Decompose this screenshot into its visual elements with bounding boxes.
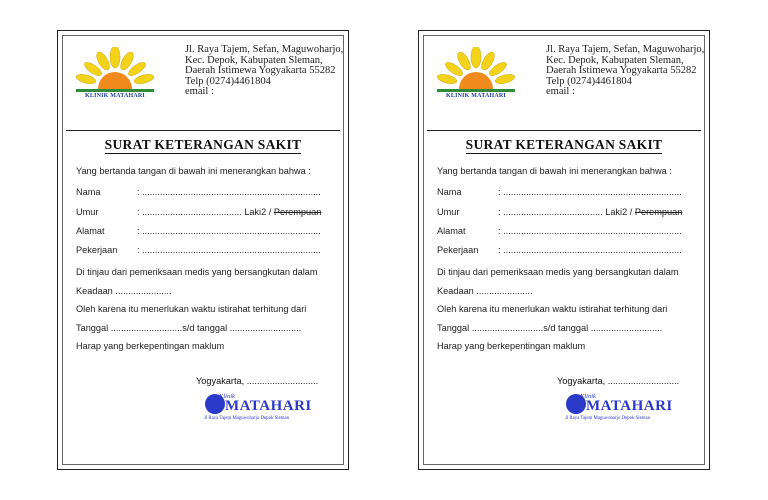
sun-logo-icon: [437, 47, 515, 95]
address-line: Daerah Istimewa Yogyakarta 55282: [546, 65, 697, 77]
address-line: Jl. Raya Tajem, Sefan, Maguwoharjo,: [546, 44, 705, 55]
stamp-name: MATAHARI: [225, 398, 312, 414]
clinic-logo: [437, 47, 515, 109]
field-value-umur: : ....................................... Laki2 / Perempuan: [498, 207, 683, 217]
field-label-alamat: Alamat: [437, 226, 466, 236]
signature-place-date: Yogyakarta, ............................: [196, 376, 319, 386]
address-line: Kec. Depok, Kabupaten Sleman,: [546, 54, 684, 66]
intro-text: Yang bertanda tangan di bawah ini menerangkan bahwa :: [76, 166, 311, 176]
field-label-pekerjaan: Pekerjaan: [76, 245, 118, 255]
field-label-nama: Nama: [76, 187, 101, 197]
body-line: Tanggal ............................s/d tanggal ............................: [76, 323, 302, 333]
field-value-umur: : ....................................... Laki2 / Perempuan: [137, 207, 322, 217]
phone-line: Telp (0274)4461804: [185, 75, 271, 87]
letter-title: SURAT KETERANGAN SAKIT: [104, 137, 302, 152]
field-value-pekerjaan: : ......................................................................: [137, 245, 321, 255]
header-divider: [66, 130, 340, 131]
stamp-address: Jl Raya Tajem Maguwoharjo Depok Sleman: [204, 416, 289, 421]
intro-text: Yang bertanda tangan di bawah ini menerangkan bahwa :: [437, 166, 672, 176]
clinic-stamp: [561, 391, 691, 429]
body-line: Tanggal ............................s/d tanggal ............................: [437, 323, 663, 333]
stamp-klinik: Klinik: [219, 393, 235, 400]
body-line: Oleh karena itu menerlukan waktu istirahat terhitung dari: [76, 304, 307, 314]
phone-line: Telp (0274)4461804: [546, 75, 632, 87]
field-label-umur: Umur: [437, 207, 460, 217]
clinic-address: [546, 45, 706, 98]
letter-title: SURAT KETERANGAN SAKIT: [465, 137, 663, 152]
sun-logo-icon: [76, 47, 154, 95]
email-line: email :: [546, 86, 575, 98]
logo-text: KLINIK MATAHARI: [446, 93, 506, 99]
body-line: Keadaan ......................: [76, 286, 172, 296]
email-line: email :: [185, 86, 214, 98]
address-line: Kec. Depok, Kabupaten Sleman,: [185, 54, 323, 66]
stamp-klinik: Klinik: [580, 393, 596, 400]
address-line: Jl. Raya Tajem, Sefan, Maguwoharjo,: [185, 44, 344, 55]
logo-text: KLINIK MATAHARI: [85, 93, 145, 99]
field-value-alamat: : ......................................................................: [498, 226, 682, 236]
clinic-address: [185, 45, 345, 98]
clinic-logo: [76, 47, 154, 109]
struck-gender: Perempuan: [273, 207, 322, 217]
field-label-alamat: Alamat: [76, 226, 105, 236]
field-label-umur: Umur: [76, 207, 99, 217]
field-value-alamat: : ......................................................................: [137, 226, 321, 236]
struck-gender: Perempuan: [634, 207, 683, 217]
field-value-nama: : ......................................................................: [498, 187, 682, 197]
field-value-pekerjaan: : ......................................................................: [498, 245, 682, 255]
field-value-nama: : ......................................................................: [137, 187, 321, 197]
field-label-pekerjaan: Pekerjaan: [437, 245, 479, 255]
stamp-name: MATAHARI: [586, 398, 673, 414]
stamp-address: Jl Raya Tajem Maguwoharjo Depok Sleman: [565, 416, 650, 421]
body-line: Harap yang berkepentingan maklum: [76, 341, 225, 351]
header-divider: [427, 130, 701, 131]
body-line: Keadaan ......................: [437, 286, 533, 296]
body-line: Di tinjau dari pemeriksaan medis yang bersangkutan dalam: [76, 267, 318, 277]
sick-letter-card-left: [57, 30, 349, 470]
body-line: Di tinjau dari pemeriksaan medis yang bersangkutan dalam: [437, 267, 679, 277]
address-line: Daerah Istimewa Yogyakarta 55282: [185, 65, 336, 77]
sick-letter-card-right: [418, 30, 710, 470]
clinic-stamp: [200, 391, 330, 429]
field-label-nama: Nama: [437, 187, 462, 197]
signature-place-date: Yogyakarta, ............................: [557, 376, 680, 386]
body-line: Harap yang berkepentingan maklum: [437, 341, 586, 351]
body-line: Oleh karena itu menerlukan waktu istirahat terhitung dari: [437, 304, 668, 314]
